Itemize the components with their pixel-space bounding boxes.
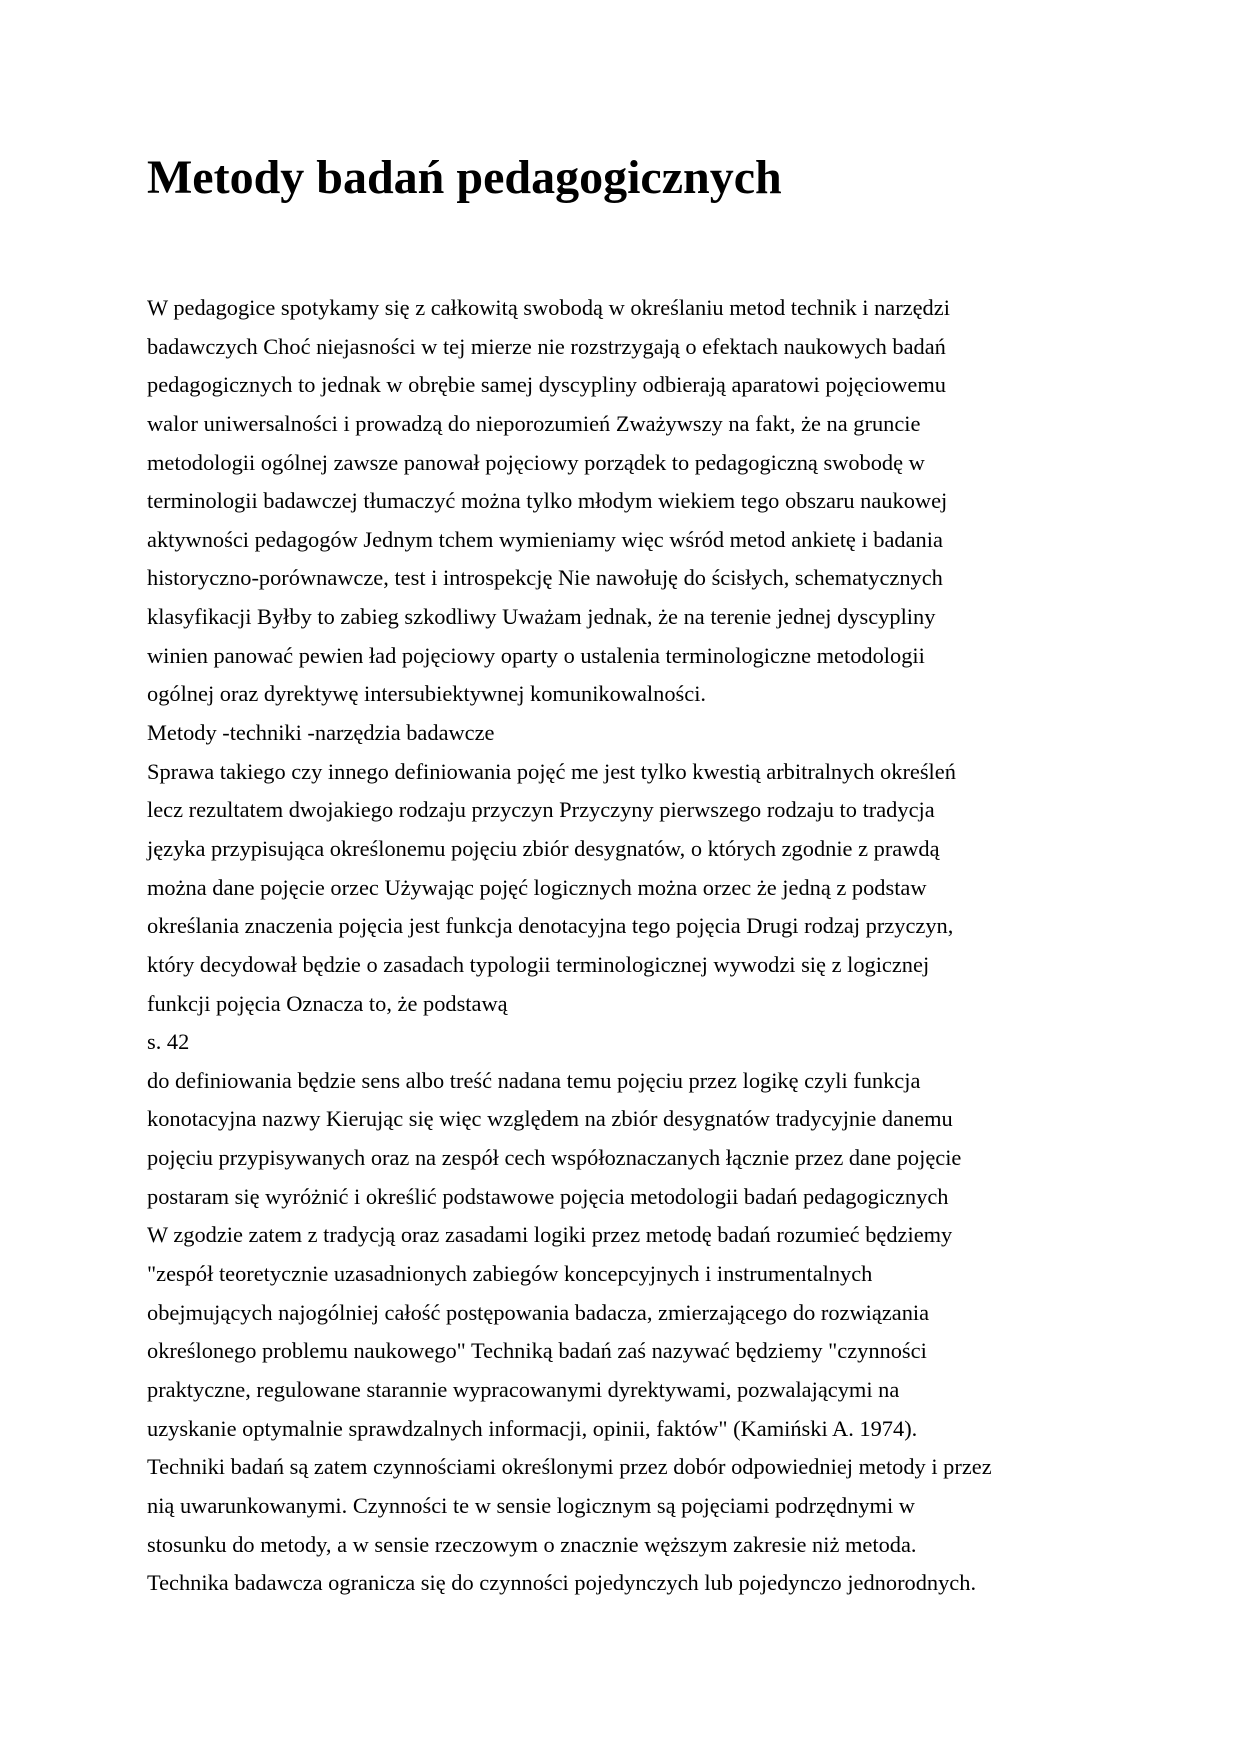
text-line: uzyskanie optymalnie sprawdzalnych informacji, opinii, faktów" (Kamiński A. 1974). [147, 1415, 918, 1441]
text-line: lecz rezultatem dwojakiego rodzaju przyczyn Przyczyny pierwszego rodzaju to tradycja [147, 797, 935, 823]
document-body [147, 289, 992, 1603]
text-line: do definiowania będzie sens albo treść nadana temu pojęciu przez logikę czyli funkcja [147, 1067, 921, 1093]
text-line: można dane pojęcie orzec Używając pojęć logicznych można orzec że jedną z podstaw [147, 874, 927, 900]
text-line: funkcji pojęcia Oznacza to, że podstawą [147, 990, 508, 1016]
text-line: określonego problemu naukowego" Techniką badań zaś nazywać będziemy "czynności [147, 1338, 927, 1364]
text-line: obejmujących najogólniej całość postępowania badacza, zmierzającego do rozwiązania [147, 1299, 930, 1325]
text-line: pojęciu przypisywanych oraz na zespół cech współoznaczanych łącznie przez dane pojęcie [147, 1145, 962, 1171]
text-line: aktywności pedagogów Jednym tchem wymieniamy więc wśród metod ankietę i badania [147, 526, 943, 552]
text-line: winien panować pewien ład pojęciowy oparty o ustalenia terminologiczne metodologii [147, 642, 925, 668]
text-line: który decydował będzie o zasadach typologii terminologicznej wywodzi się z logicznej [147, 951, 930, 977]
text-line: określania znaczenia pojęcia jest funkcja denotacyjna tego pojęcia Drugi rodzaj przyczyn, [147, 913, 954, 939]
text-line: nią uwarunkowanymi. Czynności te w sensie logicznym są pojęciami podrzędnymi w [147, 1492, 915, 1518]
text-line: stosunku do metody, a w sensie rzeczowym o znacznie węższym zakresie niż metoda. [147, 1531, 917, 1557]
text-line: ogólnej oraz dyrektywę intersubiektywnej komunikowalności. [147, 681, 707, 707]
section-heading: Metody -techniki -narzędzia badawcze [147, 720, 495, 746]
text-line: W zgodzie zatem z tradycją oraz zasadami logiki przez metodę badań rozumieć będziemy [147, 1222, 953, 1248]
text-line: metodologii ogólnej zawsze panował pojęciowy porządek to pedagogiczną swobodę w [147, 449, 925, 475]
text-line: badawczych Choć niejasności w tej mierze nie rozstrzygają o efektach naukowych badań [147, 333, 946, 359]
page-reference: s. 42 [147, 1029, 190, 1055]
text-line: Techniki badań są zatem czynnościami określonymi przez dobór odpowiedniej metody i przez [147, 1454, 992, 1480]
text-line: walor uniwersalności i prowadzą do nieporozumień Zważywszy na fakt, że na gruncie [147, 410, 921, 436]
text-line: W pedagogice spotykamy się z całkowitą swobodą w określaniu metod technik i narzędzi [147, 295, 950, 320]
document-title: Metody badań pedagogicznych [147, 151, 782, 204]
text-line: postaram się wyróżnić i określić podstawowe pojęcia metodologii badań pedagogicznych [147, 1183, 949, 1209]
text-line: Sprawa takiego czy innego definiowania pojęć me jest tylko kwestią arbitralnych określeń [147, 758, 956, 784]
text-line: historyczno-porównawcze, test i introspekcję Nie nawołuję do ścisłych, schematycznych [147, 565, 943, 591]
text-line: Technika badawcza ogranicza się do czynności pojedynczych lub pojedynczo jednorodnych. [147, 1570, 977, 1596]
text-line: "zespół teoretycznie uzasadnionych zabiegów koncepcyjnych i instrumentalnych [147, 1261, 873, 1287]
text-line: konotacyjna nazwy Kierując się więc względem na zbiór desygnatów tradycyjnie danemu [147, 1106, 953, 1132]
text-line: pedagogicznych to jednak w obrębie samej dyscypliny odbierają aparatowi pojęciowemu [147, 372, 946, 398]
text-line: terminologii badawczej tłumaczyć można tylko młodym wiekiem tego obszaru naukowej [147, 488, 948, 514]
text-line: klasyfikacji Byłby to zabieg szkodliwy Uważam jednak, że na terenie jednej dyscypliny [147, 604, 936, 630]
text-line: praktyczne, regulowane starannie wypracowanymi dyrektywami, pozwalającymi na [147, 1376, 900, 1402]
text-line: języka przypisująca określonemu pojęciu zbiór desygnatów, o których zgodnie z prawdą [147, 835, 940, 861]
